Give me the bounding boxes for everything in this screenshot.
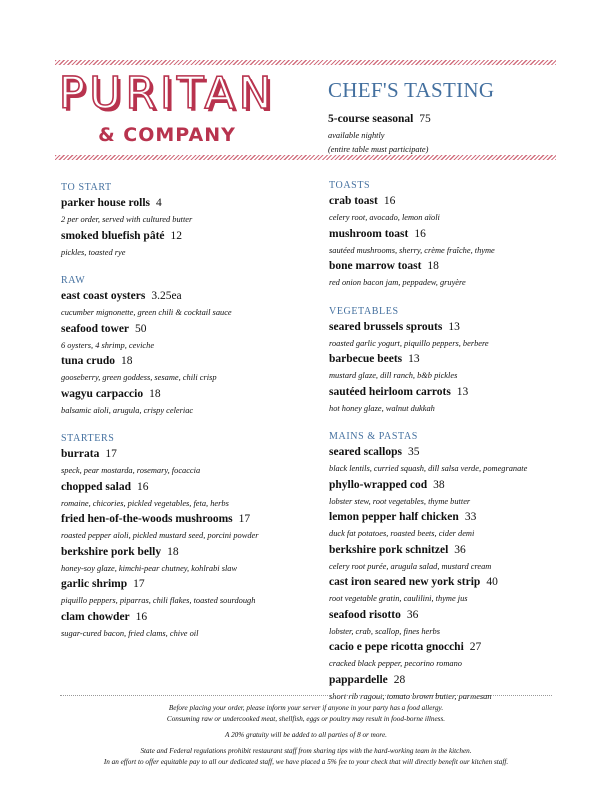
item-price: 17 — [105, 448, 117, 460]
item-name: berkshire pork belly — [61, 545, 162, 558]
footer-paragraph — [40, 746, 572, 768]
item-name: seafood tower — [61, 322, 130, 335]
menu-item — [329, 542, 599, 559]
item-description: hot honey glaze, walnut dukkah — [329, 403, 435, 413]
item-description: celery root purée, arugula salad, mustard cream — [329, 561, 492, 571]
item-price: 16 — [383, 195, 396, 207]
header-divider — [55, 155, 556, 160]
item-description: 2 per order, served with cultured butter — [61, 215, 193, 224]
item-name: east coast oysters — [61, 290, 146, 302]
footer-paragraph — [40, 703, 572, 725]
menu-item-name — [328, 111, 494, 128]
item-price: 18 — [167, 545, 179, 558]
item-name: seared brussels sprouts — [329, 320, 443, 333]
footer-line: Before placing your order, please inform your server if anyone in your party has a food allergy. — [168, 704, 444, 712]
item-price: 36 — [406, 608, 419, 621]
item-description: speck, pear mostarda, rosemary, focaccia — [61, 466, 201, 475]
item-description: cracked black pepper, pecorino romano — [329, 659, 462, 668]
item-name: clam chowder — [61, 610, 130, 623]
item-name: seafood risotto — [329, 608, 401, 621]
menu-item — [61, 544, 331, 561]
menu-item — [61, 321, 331, 338]
item-name: berkshire pork schnitzel — [329, 543, 449, 556]
item-description: red onion bacon jam, peppadew, gruyère — [329, 278, 466, 287]
left-column — [61, 181, 331, 655]
item-name: smoked bluefish pâté — [61, 229, 165, 242]
menu-item — [61, 576, 331, 593]
item-price: 16 — [414, 227, 426, 240]
item-price: 36 — [454, 543, 466, 556]
logo — [58, 68, 276, 146]
section-heading: RAW — [61, 275, 86, 286]
item-price: 27 — [469, 641, 482, 653]
menu-item — [61, 511, 331, 528]
item-note: available nightly — [328, 131, 385, 140]
item-name: seared scallops — [329, 446, 402, 458]
item-name: bone marrow toast — [329, 260, 422, 272]
chefs-tasting-title: CHEF'S TASTING — [328, 78, 495, 102]
menu-item — [61, 195, 331, 212]
menu-item — [61, 446, 331, 463]
item-price: 16 — [135, 610, 148, 623]
item-description: sautéed mushrooms, sherry, crème fraîche, thyme — [329, 245, 495, 255]
item-price: 75 — [419, 113, 431, 125]
menu-item — [329, 509, 599, 526]
item-name: fried hen-of-the-woods mushrooms — [61, 513, 233, 525]
footer-paragraph — [40, 730, 572, 741]
item-description: lobster stew, root vegetables, thyme butter — [329, 496, 471, 506]
menu-item — [329, 639, 599, 656]
menu-section — [329, 179, 599, 291]
item-description: lobster, crab, scallop, fines herbs — [329, 626, 440, 636]
item-description: balsamic aïoli, arugula, crispy celeriac — [61, 405, 194, 415]
section-heading: TO START — [61, 182, 112, 193]
item-description: roasted garlic yogurt, piquillo peppers, berbere — [329, 338, 489, 348]
item-price: 17 — [133, 578, 145, 590]
item-description: celery root, avocado, lemon aïoli — [329, 213, 440, 222]
menu-item — [61, 609, 331, 626]
item-name: barbecue beets — [329, 353, 403, 365]
item-name: chopped salad — [61, 480, 131, 493]
menu-section — [329, 305, 599, 417]
chefs-tasting — [328, 78, 494, 156]
menu-item — [329, 226, 599, 243]
item-description: cucumber mignonette, green chili & cocktail sauce — [61, 308, 232, 317]
top-divider — [55, 60, 556, 65]
item-name: sautéed heirloom carrots — [329, 385, 451, 398]
menu-item — [61, 228, 331, 245]
item-price: 38 — [433, 478, 445, 491]
item-price: 13 — [408, 353, 420, 365]
item-price: 13 — [456, 385, 469, 398]
item-price: 3.25ea — [151, 290, 182, 302]
item-price: 13 — [448, 320, 460, 333]
menu-item — [329, 258, 599, 275]
menu-item — [329, 607, 599, 624]
item-name: burrata — [61, 448, 100, 460]
item-note: (entire table must participate) — [328, 144, 429, 154]
item-price: 40 — [486, 576, 498, 588]
item-name: garlic shrimp — [61, 578, 128, 590]
menu-item — [329, 477, 599, 494]
item-name: wagyu carpaccio — [61, 387, 144, 400]
item-description: mustard glaze, dill ranch, b&b pickles — [329, 371, 458, 380]
menu-item — [61, 479, 331, 496]
item-name: pappardelle — [329, 673, 388, 686]
item-price: 12 — [170, 229, 183, 242]
logo-title: PURITAN — [58, 68, 276, 119]
item-price: 33 — [464, 511, 477, 523]
section-heading: STARTERS — [61, 433, 115, 444]
logo-subtitle: & COMPANY — [98, 124, 236, 146]
item-name: crab toast — [329, 195, 378, 207]
item-price: 50 — [135, 322, 147, 335]
menu-section — [61, 181, 331, 260]
item-price: 17 — [238, 513, 251, 525]
item-description: gooseberry, green goddess, sesame, chili crisp — [61, 373, 217, 382]
item-description: piquillo peppers, piparras, chili flakes, toasted sourdough — [61, 596, 256, 605]
footer-line: In an effort to offer equitable pay to all our dedicated staff, we have placed a 5% fee to your check that will directly benefit our kitchen staff. — [103, 758, 509, 766]
item-description: short rib ragout, tomato brown butter, parmesan — [329, 691, 492, 701]
item-name: parker house rolls — [61, 197, 151, 209]
item-description: honey-soy glaze, kimchi-pear chutney, kohlrabi slaw — [61, 563, 238, 573]
section-heading: MAINS & PASTAS — [329, 431, 418, 442]
item-name: cast iron seared new york strip — [329, 576, 481, 588]
item-description: 6 oysters, 4 shrimp, ceviche — [61, 340, 155, 350]
footer-divider — [60, 695, 552, 696]
menu-item — [61, 353, 331, 370]
item-description: black lentils, curried squash, dill salsa verde, pomegranate — [329, 464, 528, 473]
item-price: 18 — [427, 260, 439, 272]
item-price: 18 — [121, 355, 133, 367]
item-price: 35 — [407, 446, 420, 458]
item-name: 5-course seasonal — [328, 113, 414, 125]
item-price: 16 — [136, 480, 149, 493]
menu-section — [329, 430, 599, 704]
item-price: 28 — [393, 673, 406, 686]
item-name: mushroom toast — [329, 227, 409, 240]
item-price: 18 — [149, 387, 161, 400]
right-column — [329, 179, 599, 718]
menu-item — [329, 319, 599, 336]
item-description: pickles, toasted rye — [61, 247, 126, 257]
menu-item — [61, 288, 331, 305]
item-description: duck fat potatoes, roasted beets, cider demi — [329, 529, 475, 538]
section-heading: VEGETABLES — [329, 305, 399, 317]
item-description: roasted pepper aïoli, pickled mustard seed, porcini powder — [61, 531, 259, 540]
item-price: 4 — [156, 197, 162, 209]
menu-item — [61, 386, 331, 403]
menu-item — [329, 193, 599, 210]
item-name: tuna crudo — [61, 355, 115, 367]
item-name: phyllo-wrapped cod — [329, 478, 428, 491]
menu-item — [329, 672, 599, 689]
menu-item — [329, 351, 599, 368]
item-description: romaine, chicories, pickled vegetables, feta, herbs — [61, 498, 229, 508]
menu-section — [61, 432, 331, 641]
menu-item — [329, 574, 599, 591]
footer-notes — [40, 703, 572, 773]
footer-line: A 20% gratuity will be added to all parties of 8 or more. — [225, 731, 387, 739]
menu-item — [329, 444, 599, 461]
footer-line: Consuming raw or undercooked meat, shellfish, eggs or poultry may result in food-borne illness. — [166, 715, 446, 723]
item-name: lemon pepper half chicken — [329, 511, 459, 523]
footer-line: State and Federal regulations prohibit restaurant staff from sharing tips with the hard-working team in the kitchen. — [140, 747, 472, 755]
menu-item — [329, 384, 599, 401]
item-name: cacio e pepe ricotta gnocchi — [329, 641, 464, 653]
section-heading: TOASTS — [329, 180, 371, 191]
item-description: root vegetable gratin, caulilini, thyme jus — [329, 594, 468, 603]
item-description: sugar-cured bacon, fried clams, chive oil — [61, 628, 199, 638]
menu-section — [61, 274, 331, 418]
